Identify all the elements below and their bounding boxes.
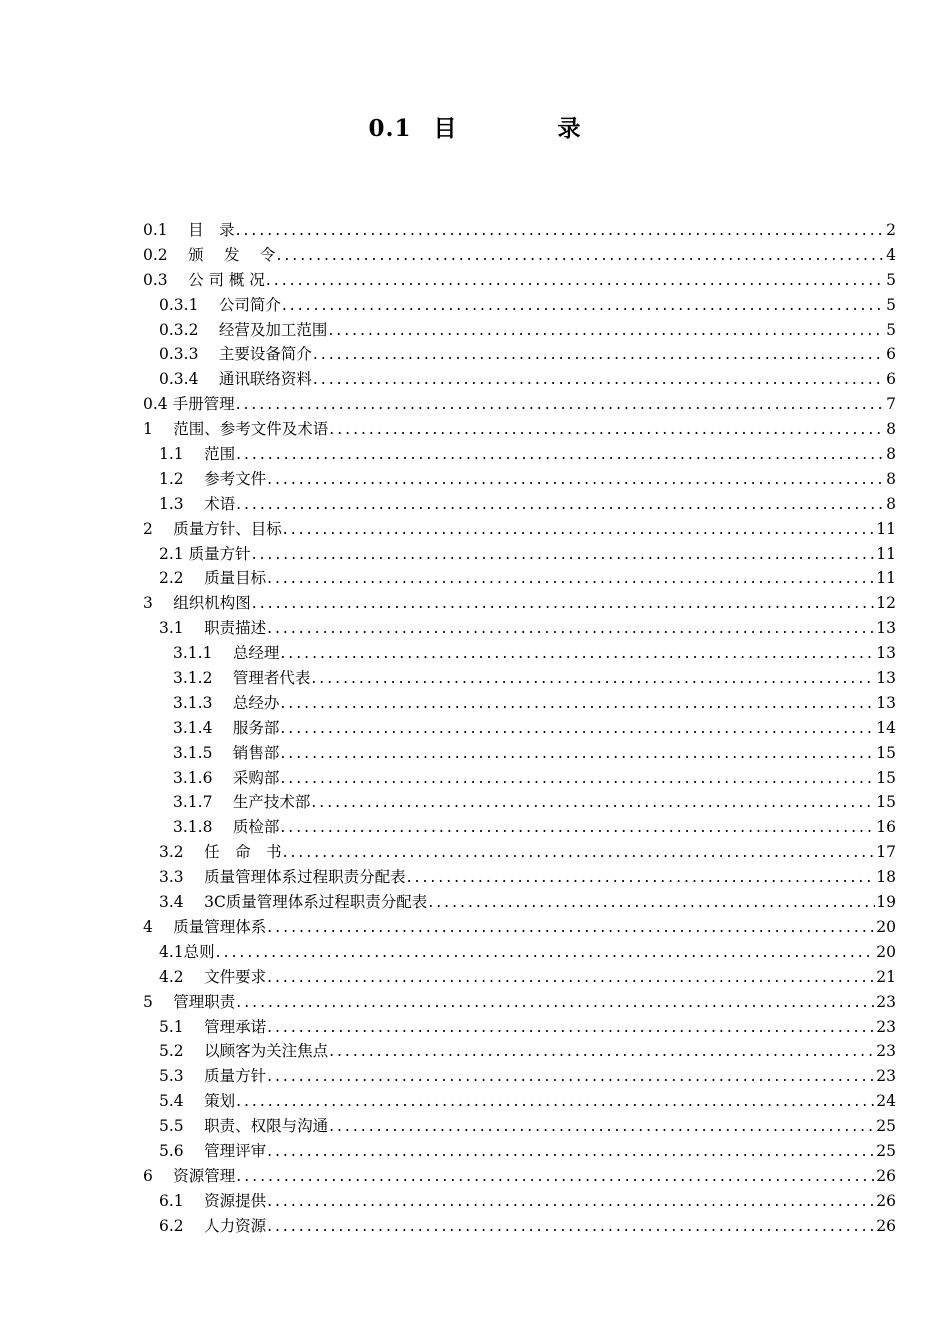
toc-entry-page-number: 8: [886, 469, 896, 488]
toc-entry-page-number: 19: [876, 893, 896, 912]
toc-entry-label: 6.2 人力资源: [159, 1216, 267, 1235]
toc-dot-leader: [252, 542, 876, 567]
toc-dot-leader: [282, 293, 885, 318]
toc-entry[interactable]: [143, 318, 896, 343]
toc-entry-page-number: 12: [876, 594, 896, 613]
toc-entry-label: 5 管理职责: [143, 992, 236, 1011]
toc-entry-label: 0.3.1 公司简介: [159, 295, 281, 314]
toc-entry-label: 0.3.2 经营及加工范围: [159, 320, 328, 339]
title-char-2: 录: [557, 115, 582, 142]
toc-entry-label: 5.1 管理承诺: [159, 1017, 267, 1036]
toc-entry-page-number: 15: [876, 743, 896, 762]
toc-entry-page-number: 16: [876, 818, 896, 837]
toc-entry[interactable]: [143, 442, 896, 467]
toc-dot-leader: [280, 741, 875, 766]
page-title: [0, 110, 950, 143]
toc-entry-label: 4 质量管理体系: [143, 917, 267, 936]
toc-entry-page-number: 8: [886, 420, 896, 439]
toc-entry-label: 3.1.3 总经办: [173, 693, 280, 712]
toc-dot-leader: [216, 940, 876, 965]
toc-entry-page-number: 6: [886, 370, 896, 389]
toc-entry-label: 0.3.4 通讯联络资料: [159, 370, 312, 389]
table-of-contents: [143, 218, 896, 1239]
toc-entry-page-number: 26: [876, 1216, 896, 1235]
toc-entry[interactable]: [143, 1114, 896, 1139]
toc-entry-page-number: 13: [876, 644, 896, 663]
toc-entry[interactable]: [143, 1039, 896, 1064]
toc-entry-label: 5.6 管理评审: [159, 1141, 267, 1160]
toc-entry-label: 2 质量方针、目标: [143, 519, 282, 538]
toc-entry-label: 0.3 公 司 概 况: [143, 270, 265, 289]
toc-entry[interactable]: [143, 467, 896, 492]
toc-entry-label: 3.1 职责描述: [159, 619, 267, 638]
toc-dot-leader: [236, 990, 875, 1015]
toc-entry[interactable]: [143, 367, 896, 392]
toc-entry[interactable]: [143, 865, 896, 890]
toc-entry-label: 3.1.4 服务部: [173, 718, 280, 737]
toc-dot-leader: [236, 218, 886, 243]
toc-entry[interactable]: [143, 293, 896, 318]
toc-entry-label: 6 资源管理: [143, 1166, 236, 1185]
toc-dot-leader: [407, 865, 876, 890]
toc-dot-leader: [236, 492, 885, 517]
toc-entry[interactable]: [143, 517, 896, 542]
toc-entry-label: 3.1.6 采购部: [173, 768, 280, 787]
toc-dot-leader: [267, 566, 875, 591]
toc-entry[interactable]: [143, 218, 896, 243]
toc-dot-leader: [236, 442, 885, 467]
toc-dot-leader: [267, 616, 875, 641]
toc-entry-label: 5.3 质量方针: [159, 1067, 267, 1086]
toc-entry[interactable]: [143, 392, 896, 417]
toc-dot-leader: [280, 815, 875, 840]
toc-entry-label: 5.4 策划: [159, 1092, 236, 1111]
toc-entry-label: 3.3 质量管理体系过程职责分配表: [159, 868, 406, 887]
toc-entry-label: 2.1 质量方针: [159, 544, 251, 563]
toc-entry-page-number: 6: [886, 345, 896, 364]
toc-dot-leader: [267, 1064, 875, 1089]
toc-dot-leader: [236, 1164, 875, 1189]
toc-entry-page-number: 11: [876, 519, 896, 538]
toc-dot-leader: [329, 417, 885, 442]
toc-entry-page-number: 26: [876, 1191, 896, 1210]
toc-entry-label: 0.2 颁 发 令: [143, 245, 276, 264]
toc-entry-page-number: 20: [876, 942, 896, 961]
toc-entry-label: 3.1.1 总经理: [173, 644, 280, 663]
toc-entry-page-number: 5: [886, 295, 896, 314]
toc-entry[interactable]: [143, 1139, 896, 1164]
toc-entry[interactable]: [143, 990, 896, 1015]
toc-dot-leader: [280, 691, 875, 716]
toc-entry[interactable]: [143, 815, 896, 840]
toc-entry-label: 3.2 任 命 书: [159, 843, 282, 862]
toc-entry[interactable]: [143, 915, 896, 940]
toc-dot-leader: [267, 1015, 875, 1040]
toc-entry-label: 2.2 质量目标: [159, 569, 267, 588]
toc-entry-label: 0.3.3 主要设备简介: [159, 345, 312, 364]
toc-entry-page-number: 5: [886, 320, 896, 339]
toc-dot-leader: [313, 342, 885, 367]
toc-entry[interactable]: [143, 890, 896, 915]
toc-entry-page-number: 25: [876, 1141, 896, 1160]
toc-dot-leader: [311, 790, 875, 815]
toc-dot-leader: [267, 1139, 875, 1164]
toc-entry[interactable]: [143, 591, 896, 616]
toc-entry-page-number: 2: [886, 221, 896, 239]
toc-entry-page-number: 25: [876, 1117, 896, 1136]
toc-entry[interactable]: [143, 741, 896, 766]
toc-entry-label: 4.2 文件要求: [159, 967, 267, 986]
toc-entry-page-number: 15: [876, 768, 896, 787]
toc-dot-leader: [329, 1114, 875, 1139]
toc-entry-label: 3.1.7 生产技术部: [173, 793, 311, 812]
toc-entry-label: 1.2 参考文件: [159, 469, 267, 488]
toc-entry[interactable]: [143, 243, 896, 268]
toc-entry-page-number: 13: [876, 693, 896, 712]
toc-entry[interactable]: [143, 1164, 896, 1189]
toc-entry-label: 1.1 范围: [159, 445, 236, 464]
toc-entry-label: 6.1 资源提供: [159, 1191, 267, 1210]
toc-entry[interactable]: [143, 691, 896, 716]
toc-dot-leader: [236, 392, 886, 417]
toc-entry-page-number: 23: [876, 992, 896, 1011]
toc-entry-label: 3.1.2 管理者代表: [173, 669, 311, 688]
toc-entry-page-number: 13: [876, 669, 896, 688]
toc-entry-label: 3.1.8 质检部: [173, 818, 280, 837]
toc-dot-leader: [280, 716, 875, 741]
title-number: 0.1: [368, 115, 412, 142]
toc-entry-page-number: 14: [876, 718, 896, 737]
toc-entry[interactable]: [143, 268, 896, 293]
toc-entry-page-number: 20: [876, 917, 896, 936]
toc-entry-page-number: 21: [876, 967, 896, 986]
toc-dot-leader: [329, 1039, 875, 1064]
toc-entry-page-number: 23: [876, 1042, 896, 1061]
toc-entry-page-number: 23: [876, 1067, 896, 1086]
title-char-1: 目: [433, 115, 458, 142]
toc-entry-label: 5.5 职责、权限与沟通: [159, 1117, 329, 1136]
toc-dot-leader: [267, 915, 875, 940]
toc-entry[interactable]: [143, 766, 896, 791]
toc-entry[interactable]: [143, 1189, 896, 1214]
toc-entry-label: 1.3 术语: [159, 494, 236, 513]
toc-entry-page-number: 18: [876, 868, 896, 887]
toc-entry-label: 3 组织机构图: [143, 594, 251, 613]
toc-entry-label: 0.1 目 录: [143, 221, 235, 239]
toc-entry-label: 4.1总则: [159, 942, 215, 961]
toc-entry[interactable]: [143, 542, 896, 567]
toc-entry-label: 5.2 以顾客为关注焦点: [159, 1042, 329, 1061]
toc-dot-leader: [276, 243, 885, 268]
toc-entry[interactable]: [143, 790, 896, 815]
toc-entry-page-number: 17: [876, 843, 896, 862]
toc-entry-page-number: 5: [886, 270, 896, 289]
toc-entry[interactable]: [143, 492, 896, 517]
toc-entry-page-number: 24: [876, 1092, 896, 1111]
toc-entry-label: 1 范围、参考文件及术语: [143, 420, 329, 439]
toc-entry[interactable]: [143, 1214, 896, 1239]
toc-entry[interactable]: [143, 840, 896, 865]
toc-entry-page-number: 26: [876, 1166, 896, 1185]
toc-entry-page-number: 7: [886, 395, 896, 414]
toc-entry-label: 3.4 3C质量管理体系过程职责分配表: [159, 893, 428, 912]
toc-dot-leader: [428, 890, 875, 915]
toc-entry-page-number: 8: [886, 494, 896, 513]
toc-dot-leader: [280, 641, 875, 666]
toc-entry[interactable]: [143, 1064, 896, 1089]
toc-entry-page-number: 8: [886, 445, 896, 464]
toc-dot-leader: [236, 1089, 875, 1114]
toc-dot-leader: [266, 268, 885, 293]
toc-entry[interactable]: [143, 342, 896, 367]
toc-entry-page-number: 15: [876, 793, 896, 812]
toc-entry[interactable]: [143, 965, 896, 990]
toc-entry[interactable]: [143, 417, 896, 442]
toc-dot-leader: [267, 467, 885, 492]
toc-dot-leader: [311, 666, 875, 691]
toc-entry[interactable]: [143, 716, 896, 741]
toc-entry-label: 0.4 手册管理: [143, 395, 235, 414]
toc-entry[interactable]: [143, 940, 896, 965]
toc-entry[interactable]: [143, 641, 896, 666]
toc-dot-leader: [267, 1189, 875, 1214]
toc-dot-leader: [328, 318, 885, 343]
toc-entry-label: 3.1.5 销售部: [173, 743, 280, 762]
toc-dot-leader: [267, 1214, 875, 1239]
toc-entry[interactable]: [143, 566, 896, 591]
toc-entry[interactable]: [143, 1089, 896, 1114]
toc-dot-leader: [252, 591, 875, 616]
toc-dot-leader: [283, 517, 875, 542]
toc-entry-page-number: 23: [876, 1017, 896, 1036]
toc-entry[interactable]: [143, 666, 896, 691]
toc-entry-page-number: 11: [876, 544, 896, 563]
toc-entry[interactable]: [143, 1015, 896, 1040]
toc-entry-page-number: 11: [876, 569, 896, 588]
toc-dot-leader: [313, 367, 885, 392]
toc-dot-leader: [267, 965, 875, 990]
toc-dot-leader: [283, 840, 876, 865]
toc-entry-page-number: 13: [876, 619, 896, 638]
toc-dot-leader: [280, 766, 875, 791]
toc-entry-page-number: 4: [886, 245, 896, 264]
toc-entry[interactable]: [143, 616, 896, 641]
